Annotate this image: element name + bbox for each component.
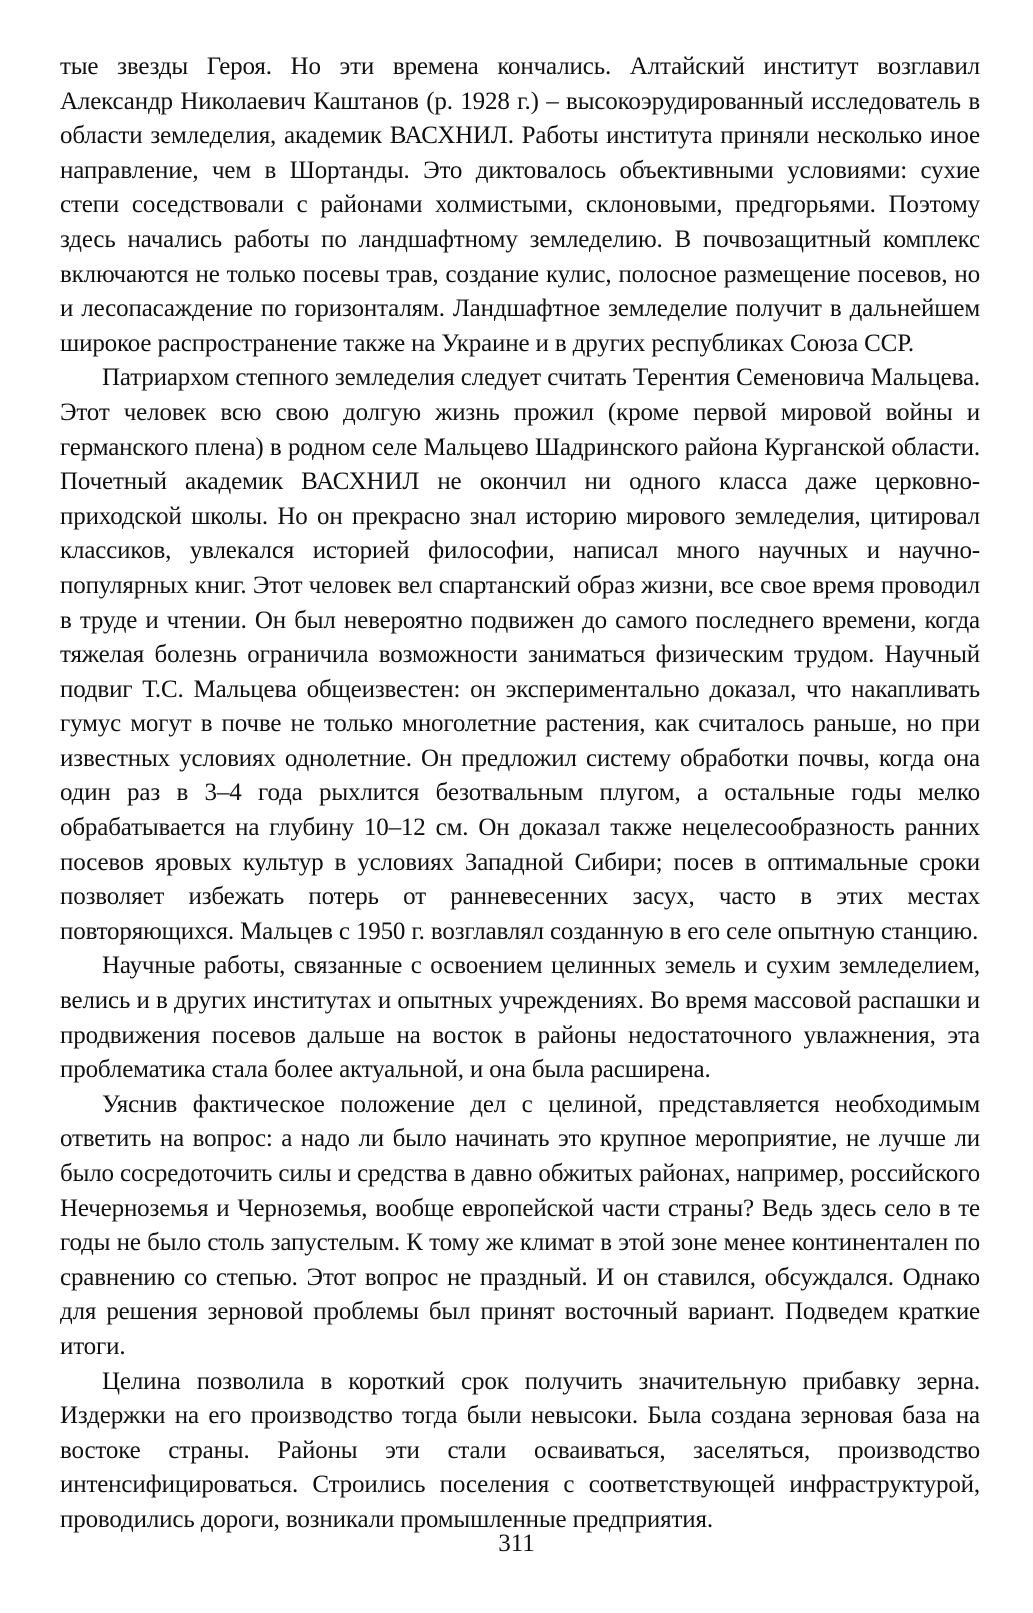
- paragraph-research: Научные работы, связанные с освоением целинных земель и сухим земледелием, велись и в других институтах и опытных учреждениях. Во время массовой распашки и продвижения посевов дальше на восток в районы недостаточного увлажнения, эта проблематика стала более актуальной, и она была расширена.: [60, 952, 980, 1084]
- paragraph-maltsev: Патриархом степного земледелия следует считать Терентия Семеновича Мальцева. Этот человек всю свою долгую жизнь прожил (кроме первой мировой войны и германского плена) в родном селе Мальцево Шадринского района Курганской области. Почетный академик ВАСХНИЛ не окончил ни одного класса даже церковно-приходской школы. Но он прекрасно знал историю мирового земледелия, цитировал классиков, увлекался историей философии, написал много научных и научно-популярных книг. Этот человек вел спартанский образ жизни, все свое время проводил в труде и чтении. Он был невероятно подвижен до самого последнего времени, когда тяжелая болезнь ограничила возможности заниматься физическим трудом. Научный подвиг Т.С. Мальцева общеизвестен: он экспериментально доказал, что накапливать гумус могут в почве не только многолетние растения, как считалось раньше, но при известных условиях однолетние. Он предложил систему обработки почвы, когда она один раз в 3–4 года рыхлится безотвальным плугом, а остальные годы мелко обрабатывается на глубину 10–12 см. Он доказал также нецелесообразность ранних посевов яровых культур в условиях Западной Сибири; посев в оптимальные сроки позволяет избежать потерь от ранневесенних засух, часто в этих местах повторяющихся. Мальцев с 1950 г. возглавлял созданную в его селе опытную станцию.: [60, 364, 980, 945]
- paragraph-question: Уяснив фактическое положение дел с целиной, представляется необходимым ответить на вопрос: а надо ли было начинать это крупное мероприятие, не лучше ли было сосредоточить силы и средства в давно обжитых районах, например, российского Нечерноземья и Черноземья, вообще европейской части страны? Ведь здесь село в те годы не было столь запустелым. К тому же климат в этой зоне менее континентален по сравнению со степью. Этот вопрос не праздный. И он ставился, обсуждался. Однако для решения зерновой проблемы был принят восточный вариант. Подведем краткие итоги.: [60, 1090, 980, 1360]
- paragraph-continuation: тые звезды Героя. Но эти времена кончались. Алтайский институт возглавил Александр Николаевич Каштанов (р. 1928 г.) – высокоэрудированный исследователь в области земледелия, академик ВАСХНИЛ. Работы института приняли несколько иное направление, чем в Шортанды. Это диктовалось объективными условиями: сухие степи соседствовали с районами холмистыми, склоновыми, предгорьями. Поэтому здесь начались работы по ландшафтному земледелию. В почвозащитный комплекс включаются не только посевы трав, создание кулис, полосное размещение посевов, но и лесопасаждение по горизонталям. Ландшафтное земледелие получит в дальнейшем широкое распространение также на Украине и в других республиках Союза ССР.: [60, 53, 980, 357]
- page-number: 311: [498, 1530, 535, 1557]
- paragraph-results: Целина позволила в короткий срок получить значительную прибавку зерна. Издержки на его производство тогда были невысоки. Была создана зерновая база на востоке страны. Районы эти стали осваиваться, заселяться, производство интенсифицироваться. Строились поселения с соответствующей инфраструктурой, проводились дороги, возникали промышленные предприятия.: [60, 1367, 980, 1533]
- page-body: [60, 50, 980, 1560]
